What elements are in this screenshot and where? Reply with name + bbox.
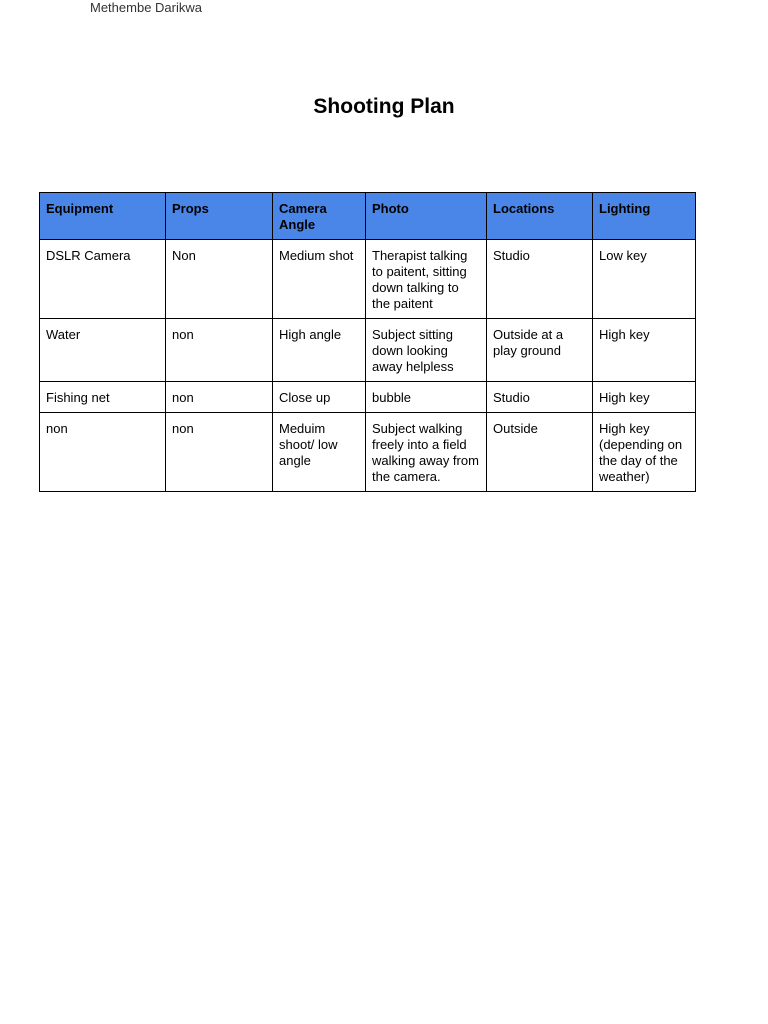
cell-camera-angle: Medium shot [273,240,366,319]
cell-locations: Studio [487,240,593,319]
cell-camera-angle: Close up [273,382,366,413]
table-row [40,413,696,492]
cell-locations: Outside at a play ground [487,319,593,382]
cell-camera-angle: Meduim shoot/ low angle [273,413,366,492]
cell-props: Non [166,240,273,319]
cell-lighting: Low key [593,240,696,319]
cell-equipment: non [40,413,166,492]
cell-locations: Outside [487,413,593,492]
author-name: Methembe Darikwa [90,0,202,15]
page-title: Shooting Plan [313,95,455,118]
header-lighting: Lighting [593,193,696,240]
table-row [40,240,696,319]
cell-lighting: High key [593,382,696,413]
cell-props: non [166,319,273,382]
cell-photo: bubble [366,382,487,413]
cell-lighting: High key [593,319,696,382]
cell-photo: Subject sitting down looking away helpless [366,319,487,382]
cell-locations: Studio [487,382,593,413]
cell-photo: Therapist talking to paitent, sitting down talking to the paitent [366,240,487,319]
cell-lighting: High key (depending on the day of the weather) [593,413,696,492]
cell-camera-angle: High angle [273,319,366,382]
header-camera-angle: Camera Angle [273,193,366,240]
table-row [40,382,696,413]
cell-equipment: Water [40,319,166,382]
header-props: Props [166,193,273,240]
header-locations: Locations [487,193,593,240]
table-header-row [40,193,696,240]
cell-equipment: Fishing net [40,382,166,413]
header-photo: Photo [366,193,487,240]
header-equipment: Equipment [40,193,166,240]
cell-photo: Subject walking freely into a field walking away from the camera. [366,413,487,492]
cell-equipment: DSLR Camera [40,240,166,319]
cell-props: non [166,382,273,413]
table-row [40,319,696,382]
cell-props: non [166,413,273,492]
shooting-plan-table [39,192,696,492]
